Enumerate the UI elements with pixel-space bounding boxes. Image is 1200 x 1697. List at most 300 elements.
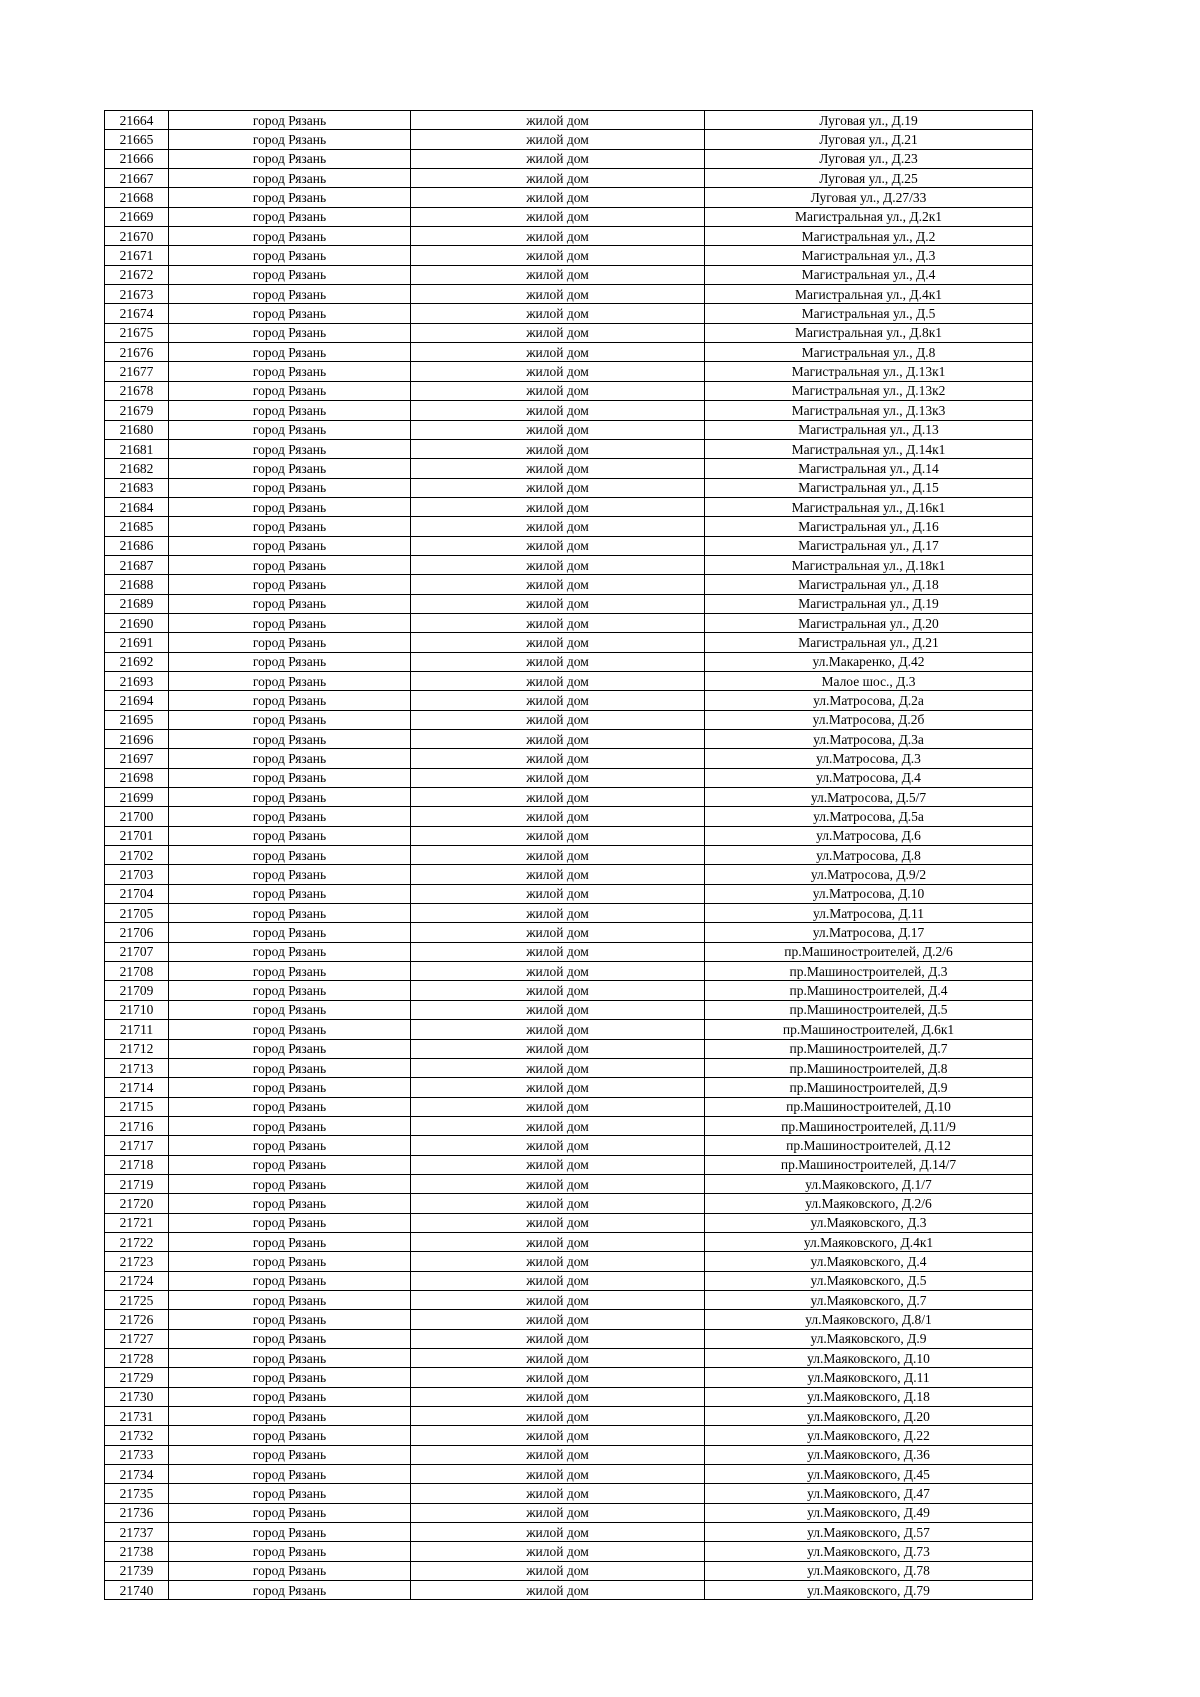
- city-cell: город Рязань: [169, 149, 411, 168]
- table-row: [105, 846, 1033, 865]
- row-number-cell: 21669: [105, 207, 169, 226]
- address-cell: ул.Маяковского, Д.9: [705, 1329, 1033, 1348]
- table-row: [105, 343, 1033, 362]
- address-cell: пр.Машиностроителей, Д.10: [705, 1097, 1033, 1116]
- table-row: [105, 1561, 1033, 1580]
- city-cell: город Рязань: [169, 923, 411, 942]
- table-row: [105, 1426, 1033, 1445]
- object-type-cell: жилой дом: [411, 1484, 705, 1503]
- table-row: [105, 1581, 1033, 1600]
- address-cell: ул.Матросова, Д.2б: [705, 710, 1033, 729]
- table-row: [105, 613, 1033, 632]
- object-type-cell: жилой дом: [411, 401, 705, 420]
- city-cell: город Рязань: [169, 381, 411, 400]
- row-number-cell: 21682: [105, 459, 169, 478]
- object-type-cell: жилой дом: [411, 1368, 705, 1387]
- table-row: [105, 1484, 1033, 1503]
- address-cell: ул.Матросова, Д.5а: [705, 807, 1033, 826]
- object-type-cell: жилой дом: [411, 1290, 705, 1309]
- row-number-cell: 21700: [105, 807, 169, 826]
- table-row: [105, 904, 1033, 923]
- object-type-cell: жилой дом: [411, 1194, 705, 1213]
- table-row: [105, 1058, 1033, 1077]
- city-cell: город Рязань: [169, 1426, 411, 1445]
- city-cell: город Рязань: [169, 1097, 411, 1116]
- row-number-cell: 21693: [105, 671, 169, 690]
- object-type-cell: жилой дом: [411, 497, 705, 516]
- row-number-cell: 21697: [105, 749, 169, 768]
- table-row: [105, 227, 1033, 246]
- city-cell: город Рязань: [169, 1561, 411, 1580]
- city-cell: город Рязань: [169, 1484, 411, 1503]
- row-number-cell: 21695: [105, 710, 169, 729]
- address-cell: Магистральная ул., Д.5: [705, 304, 1033, 323]
- address-cell: ул.Маяковского, Д.7: [705, 1290, 1033, 1309]
- address-cell: ул.Матросова, Д.10: [705, 884, 1033, 903]
- address-cell: Магистральная ул., Д.3: [705, 246, 1033, 265]
- city-cell: город Рязань: [169, 904, 411, 923]
- address-cell: ул.Матросова, Д.5/7: [705, 788, 1033, 807]
- address-cell: ул.Матросова, Д.9/2: [705, 865, 1033, 884]
- object-type-cell: жилой дом: [411, 807, 705, 826]
- table-row: [105, 1097, 1033, 1116]
- object-type-cell: жилой дом: [411, 343, 705, 362]
- city-cell: город Рязань: [169, 1465, 411, 1484]
- row-number-cell: 21740: [105, 1581, 169, 1600]
- row-number-cell: 21711: [105, 1020, 169, 1039]
- object-type-cell: жилой дом: [411, 1116, 705, 1135]
- address-cell: Магистральная ул., Д.4к1: [705, 285, 1033, 304]
- address-cell: ул.Матросова, Д.11: [705, 904, 1033, 923]
- row-number-cell: 21709: [105, 981, 169, 1000]
- object-type-cell: жилой дом: [411, 613, 705, 632]
- object-type-cell: жилой дом: [411, 1252, 705, 1271]
- row-number-cell: 21728: [105, 1349, 169, 1368]
- city-cell: город Рязань: [169, 613, 411, 632]
- address-cell: ул.Маяковского, Д.8/1: [705, 1310, 1033, 1329]
- city-cell: город Рязань: [169, 265, 411, 284]
- object-type-cell: жилой дом: [411, 1058, 705, 1077]
- address-cell: пр.Машиностроителей, Д.4: [705, 981, 1033, 1000]
- row-number-cell: 21681: [105, 439, 169, 458]
- object-type-cell: жилой дом: [411, 169, 705, 188]
- address-cell: Магистральная ул., Д.19: [705, 594, 1033, 613]
- row-number-cell: 21664: [105, 111, 169, 130]
- object-type-cell: жилой дом: [411, 1232, 705, 1251]
- object-type-cell: жилой дом: [411, 1310, 705, 1329]
- row-number-cell: 21730: [105, 1387, 169, 1406]
- object-type-cell: жилой дом: [411, 1078, 705, 1097]
- row-number-cell: 21713: [105, 1058, 169, 1077]
- row-number-cell: 21686: [105, 536, 169, 555]
- table-row: [105, 1232, 1033, 1251]
- address-cell: Магистральная ул., Д.16к1: [705, 497, 1033, 516]
- city-cell: город Рязань: [169, 981, 411, 1000]
- address-cell: Магистральная ул., Д.18: [705, 575, 1033, 594]
- table-row: [105, 497, 1033, 516]
- address-cell: Магистральная ул., Д.13к3: [705, 401, 1033, 420]
- city-cell: город Рязань: [169, 420, 411, 439]
- address-cell: ул.Матросова, Д.4: [705, 768, 1033, 787]
- city-cell: город Рязань: [169, 169, 411, 188]
- row-number-cell: 21722: [105, 1232, 169, 1251]
- row-number-cell: 21676: [105, 343, 169, 362]
- object-type-cell: жилой дом: [411, 555, 705, 574]
- table-row: [105, 1329, 1033, 1348]
- table-row: [105, 381, 1033, 400]
- city-cell: город Рязань: [169, 768, 411, 787]
- city-cell: город Рязань: [169, 1155, 411, 1174]
- city-cell: город Рязань: [169, 439, 411, 458]
- row-number-cell: 21674: [105, 304, 169, 323]
- object-type-cell: жилой дом: [411, 594, 705, 613]
- object-type-cell: жилой дом: [411, 788, 705, 807]
- address-cell: ул.Маяковского, Д.11: [705, 1368, 1033, 1387]
- row-number-cell: 21675: [105, 323, 169, 342]
- row-number-cell: 21684: [105, 497, 169, 516]
- row-number-cell: 21731: [105, 1407, 169, 1426]
- object-type-cell: жилой дом: [411, 691, 705, 710]
- row-number-cell: 21739: [105, 1561, 169, 1580]
- address-cell: ул.Маяковского, Д.79: [705, 1581, 1033, 1600]
- row-number-cell: 21704: [105, 884, 169, 903]
- city-cell: город Рязань: [169, 1368, 411, 1387]
- row-number-cell: 21699: [105, 788, 169, 807]
- row-number-cell: 21688: [105, 575, 169, 594]
- city-cell: город Рязань: [169, 633, 411, 652]
- city-cell: город Рязань: [169, 207, 411, 226]
- table-row: [105, 517, 1033, 536]
- address-cell: Луговая ул., Д.23: [705, 149, 1033, 168]
- table-row: [105, 1078, 1033, 1097]
- table-row: [105, 1310, 1033, 1329]
- row-number-cell: 21720: [105, 1194, 169, 1213]
- object-type-cell: жилой дом: [411, 652, 705, 671]
- row-number-cell: 21719: [105, 1174, 169, 1193]
- city-cell: город Рязань: [169, 1252, 411, 1271]
- city-cell: город Рязань: [169, 1445, 411, 1464]
- table-row: [105, 1503, 1033, 1522]
- object-type-cell: жилой дом: [411, 207, 705, 226]
- row-number-cell: 21710: [105, 1000, 169, 1019]
- table-row: [105, 652, 1033, 671]
- row-number-cell: 21683: [105, 478, 169, 497]
- city-cell: город Рязань: [169, 1116, 411, 1135]
- object-type-cell: жилой дом: [411, 671, 705, 690]
- table-row: [105, 788, 1033, 807]
- city-cell: город Рязань: [169, 1136, 411, 1155]
- address-cell: ул.Маяковского, Д.78: [705, 1561, 1033, 1580]
- city-cell: город Рязань: [169, 962, 411, 981]
- table-row: [105, 768, 1033, 787]
- object-type-cell: жилой дом: [411, 904, 705, 923]
- address-cell: Магистральная ул., Д.13к1: [705, 362, 1033, 381]
- city-cell: город Рязань: [169, 1349, 411, 1368]
- table-row: [105, 111, 1033, 130]
- object-type-cell: жилой дом: [411, 1020, 705, 1039]
- object-type-cell: жилой дом: [411, 633, 705, 652]
- row-number-cell: 21703: [105, 865, 169, 884]
- city-cell: город Рязань: [169, 1503, 411, 1522]
- city-cell: город Рязань: [169, 401, 411, 420]
- table-row: [105, 594, 1033, 613]
- table-row: [105, 942, 1033, 961]
- table-row: [105, 149, 1033, 168]
- table-row: [105, 1445, 1033, 1464]
- object-type-cell: жилой дом: [411, 111, 705, 130]
- city-cell: город Рязань: [169, 1078, 411, 1097]
- city-cell: город Рязань: [169, 130, 411, 149]
- city-cell: город Рязань: [169, 478, 411, 497]
- object-type-cell: жилой дом: [411, 923, 705, 942]
- table-row: [105, 323, 1033, 342]
- table-row: [105, 1349, 1033, 1368]
- row-number-cell: 21718: [105, 1155, 169, 1174]
- address-cell: пр.Машиностроителей, Д.7: [705, 1039, 1033, 1058]
- address-cell: Магистральная ул., Д.14: [705, 459, 1033, 478]
- table-row: [105, 1194, 1033, 1213]
- address-cell: Луговая ул., Д.25: [705, 169, 1033, 188]
- row-number-cell: 21733: [105, 1445, 169, 1464]
- row-number-cell: 21721: [105, 1213, 169, 1232]
- object-type-cell: жилой дом: [411, 768, 705, 787]
- row-number-cell: 21716: [105, 1116, 169, 1135]
- row-number-cell: 21738: [105, 1542, 169, 1561]
- object-type-cell: жилой дом: [411, 884, 705, 903]
- city-cell: город Рязань: [169, 788, 411, 807]
- table-row: [105, 575, 1033, 594]
- table-row: [105, 439, 1033, 458]
- city-cell: город Рязань: [169, 749, 411, 768]
- address-cell: пр.Машиностроителей, Д.3: [705, 962, 1033, 981]
- address-cell: Малое шос., Д.3: [705, 671, 1033, 690]
- address-cell: пр.Машиностроителей, Д.14/7: [705, 1155, 1033, 1174]
- address-cell: ул.Маяковского, Д.4к1: [705, 1232, 1033, 1251]
- city-cell: город Рязань: [169, 1194, 411, 1213]
- object-type-cell: жилой дом: [411, 730, 705, 749]
- city-cell: город Рязань: [169, 1174, 411, 1193]
- object-type-cell: жилой дом: [411, 149, 705, 168]
- object-type-cell: жилой дом: [411, 285, 705, 304]
- city-cell: город Рязань: [169, 323, 411, 342]
- row-number-cell: 21692: [105, 652, 169, 671]
- object-type-cell: жилой дом: [411, 942, 705, 961]
- object-type-cell: жилой дом: [411, 1581, 705, 1600]
- address-cell: ул.Матросова, Д.2а: [705, 691, 1033, 710]
- city-cell: город Рязань: [169, 942, 411, 961]
- address-cell: пр.Машиностроителей, Д.5: [705, 1000, 1033, 1019]
- object-type-cell: жилой дом: [411, 1426, 705, 1445]
- city-cell: город Рязань: [169, 826, 411, 845]
- object-type-cell: жилой дом: [411, 749, 705, 768]
- row-number-cell: 21715: [105, 1097, 169, 1116]
- address-cell: Магистральная ул., Д.2к1: [705, 207, 1033, 226]
- row-number-cell: 21672: [105, 265, 169, 284]
- address-registry-body: [105, 111, 1033, 1600]
- city-cell: город Рязань: [169, 671, 411, 690]
- object-type-cell: жилой дом: [411, 1523, 705, 1542]
- table-row: [105, 265, 1033, 284]
- table-row: [105, 1271, 1033, 1290]
- table-row: [105, 633, 1033, 652]
- row-number-cell: 21707: [105, 942, 169, 961]
- address-cell: пр.Машиностроителей, Д.9: [705, 1078, 1033, 1097]
- row-number-cell: 21680: [105, 420, 169, 439]
- address-cell: Магистральная ул., Д.21: [705, 633, 1033, 652]
- address-cell: ул.Маяковского, Д.45: [705, 1465, 1033, 1484]
- row-number-cell: 21670: [105, 227, 169, 246]
- row-number-cell: 21689: [105, 594, 169, 613]
- table-row: [105, 1407, 1033, 1426]
- object-type-cell: жилой дом: [411, 846, 705, 865]
- address-cell: ул.Макаренко, Д.42: [705, 652, 1033, 671]
- city-cell: город Рязань: [169, 1271, 411, 1290]
- row-number-cell: 21666: [105, 149, 169, 168]
- table-row: [105, 1213, 1033, 1232]
- object-type-cell: жилой дом: [411, 1329, 705, 1348]
- object-type-cell: жилой дом: [411, 459, 705, 478]
- address-cell: ул.Матросова, Д.6: [705, 826, 1033, 845]
- address-cell: пр.Машиностроителей, Д.8: [705, 1058, 1033, 1077]
- city-cell: город Рязань: [169, 1213, 411, 1232]
- address-cell: ул.Маяковского, Д.2/6: [705, 1194, 1033, 1213]
- address-cell: Магистральная ул., Д.8: [705, 343, 1033, 362]
- city-cell: город Рязань: [169, 246, 411, 265]
- address-cell: ул.Маяковского, Д.3: [705, 1213, 1033, 1232]
- object-type-cell: жилой дом: [411, 1407, 705, 1426]
- city-cell: город Рязань: [169, 111, 411, 130]
- address-cell: Луговая ул., Д.27/33: [705, 188, 1033, 207]
- city-cell: город Рязань: [169, 575, 411, 594]
- table-row: [105, 1368, 1033, 1387]
- city-cell: город Рязань: [169, 1581, 411, 1600]
- city-cell: город Рязань: [169, 1232, 411, 1251]
- address-cell: Магистральная ул., Д.18к1: [705, 555, 1033, 574]
- table-row: [105, 1039, 1033, 1058]
- row-number-cell: 21667: [105, 169, 169, 188]
- city-cell: город Рязань: [169, 517, 411, 536]
- city-cell: город Рязань: [169, 730, 411, 749]
- city-cell: город Рязань: [169, 846, 411, 865]
- object-type-cell: жилой дом: [411, 710, 705, 729]
- address-cell: ул.Маяковского, Д.22: [705, 1426, 1033, 1445]
- city-cell: город Рязань: [169, 227, 411, 246]
- table-row: [105, 691, 1033, 710]
- address-cell: пр.Машиностроителей, Д.12: [705, 1136, 1033, 1155]
- row-number-cell: 21685: [105, 517, 169, 536]
- table-row: [105, 1542, 1033, 1561]
- object-type-cell: жилой дом: [411, 1503, 705, 1522]
- address-cell: ул.Маяковского, Д.4: [705, 1252, 1033, 1271]
- address-cell: ул.Матросова, Д.3а: [705, 730, 1033, 749]
- table-row: [105, 826, 1033, 845]
- row-number-cell: 21712: [105, 1039, 169, 1058]
- row-number-cell: 21696: [105, 730, 169, 749]
- row-number-cell: 21698: [105, 768, 169, 787]
- object-type-cell: жилой дом: [411, 536, 705, 555]
- row-number-cell: 21729: [105, 1368, 169, 1387]
- city-cell: город Рязань: [169, 1290, 411, 1309]
- row-number-cell: 21724: [105, 1271, 169, 1290]
- table-row: [105, 285, 1033, 304]
- address-cell: Магистральная ул., Д.15: [705, 478, 1033, 497]
- object-type-cell: жилой дом: [411, 1561, 705, 1580]
- row-number-cell: 21706: [105, 923, 169, 942]
- table-row: [105, 749, 1033, 768]
- object-type-cell: жилой дом: [411, 865, 705, 884]
- city-cell: город Рязань: [169, 710, 411, 729]
- object-type-cell: жилой дом: [411, 1097, 705, 1116]
- object-type-cell: жилой дом: [411, 1445, 705, 1464]
- object-type-cell: жилой дом: [411, 1136, 705, 1155]
- row-number-cell: 21727: [105, 1329, 169, 1348]
- address-cell: ул.Маяковского, Д.1/7: [705, 1174, 1033, 1193]
- object-type-cell: жилой дом: [411, 362, 705, 381]
- table-row: [105, 130, 1033, 149]
- row-number-cell: 21665: [105, 130, 169, 149]
- address-cell: Магистральная ул., Д.20: [705, 613, 1033, 632]
- row-number-cell: 21677: [105, 362, 169, 381]
- city-cell: город Рязань: [169, 362, 411, 381]
- row-number-cell: 21673: [105, 285, 169, 304]
- table-row: [105, 1000, 1033, 1019]
- row-number-cell: 21705: [105, 904, 169, 923]
- address-cell: Магистральная ул., Д.8к1: [705, 323, 1033, 342]
- object-type-cell: жилой дом: [411, 227, 705, 246]
- object-type-cell: жилой дом: [411, 1465, 705, 1484]
- city-cell: город Рязань: [169, 652, 411, 671]
- address-cell: Луговая ул., Д.19: [705, 111, 1033, 130]
- address-cell: Магистральная ул., Д.13к2: [705, 381, 1033, 400]
- address-cell: пр.Машиностроителей, Д.2/6: [705, 942, 1033, 961]
- object-type-cell: жилой дом: [411, 1213, 705, 1232]
- object-type-cell: жилой дом: [411, 1349, 705, 1368]
- row-number-cell: 21690: [105, 613, 169, 632]
- table-row: [105, 923, 1033, 942]
- object-type-cell: жилой дом: [411, 1000, 705, 1019]
- table-row: [105, 188, 1033, 207]
- address-cell: Луговая ул., Д.21: [705, 130, 1033, 149]
- object-type-cell: жилой дом: [411, 304, 705, 323]
- row-number-cell: 21736: [105, 1503, 169, 1522]
- table-row: [105, 884, 1033, 903]
- city-cell: город Рязань: [169, 1523, 411, 1542]
- object-type-cell: жилой дом: [411, 1039, 705, 1058]
- row-number-cell: 21679: [105, 401, 169, 420]
- table-row: [105, 1523, 1033, 1542]
- table-row: [105, 362, 1033, 381]
- city-cell: город Рязань: [169, 1407, 411, 1426]
- address-cell: Магистральная ул., Д.16: [705, 517, 1033, 536]
- city-cell: город Рязань: [169, 497, 411, 516]
- table-row: [105, 304, 1033, 323]
- object-type-cell: жилой дом: [411, 962, 705, 981]
- table-row: [105, 1020, 1033, 1039]
- row-number-cell: 21732: [105, 1426, 169, 1445]
- address-cell: Магистральная ул., Д.14к1: [705, 439, 1033, 458]
- object-type-cell: жилой дом: [411, 478, 705, 497]
- object-type-cell: жилой дом: [411, 981, 705, 1000]
- object-type-cell: жилой дом: [411, 517, 705, 536]
- row-number-cell: 21694: [105, 691, 169, 710]
- row-number-cell: 21687: [105, 555, 169, 574]
- row-number-cell: 21714: [105, 1078, 169, 1097]
- object-type-cell: жилой дом: [411, 1542, 705, 1561]
- address-cell: ул.Маяковского, Д.20: [705, 1407, 1033, 1426]
- table-row: [105, 401, 1033, 420]
- object-type-cell: жилой дом: [411, 265, 705, 284]
- object-type-cell: жилой дом: [411, 1271, 705, 1290]
